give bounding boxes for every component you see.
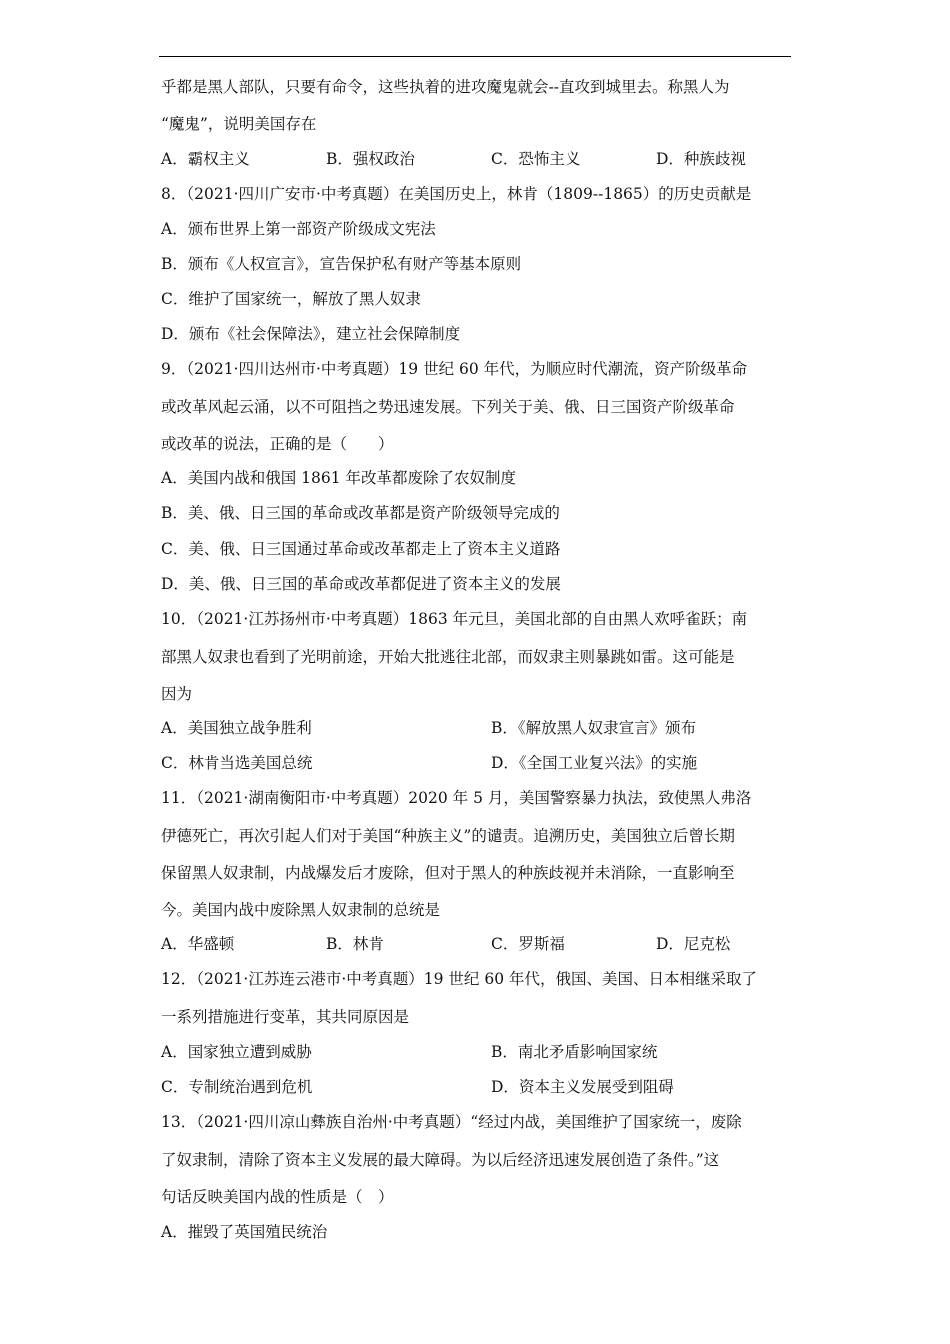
question-9-stem-line-1: 9．（2021·四川达州市·中考真题）19 世纪 60 年代，为顺应时代潮流，资产阶级革命: [161, 360, 748, 378]
question-10-option-b: B．《解放黑人奴隶宣言》颁布: [491, 719, 697, 737]
question-10-option-d: D．《全国工业复兴法》的实施: [491, 754, 698, 772]
question-10-option-c: C．林肯当选美国总统: [161, 754, 313, 772]
question-8-option-b: B．颁布《人权宣言》，宣告保护私有财产等基本原则: [161, 255, 522, 273]
question-10-stem-line-2: 部黑人奴隶也看到了光明前途，开始大批逃往北部，而奴隶主则暴跳如雷。这可能是: [161, 648, 735, 666]
question-11-stem-line-1: 11．（2021·湖南衡阳市·中考真题）2020 年 5 月，美国警察暴力执法，致使黑人弗洛: [161, 789, 752, 807]
question-11-stem-line-2: 伊德死亡，再次引起人们对于美国“种族主义”的谴责。追溯历史，美国独立后曾长期: [161, 827, 735, 845]
question-12-stem-line-2: 一系列措施进行变革，其共同原因是: [161, 1008, 410, 1026]
question-13-option-a: A．摧毁了英国殖民统治: [161, 1223, 328, 1241]
question-7-stem-line-1: 乎都是黑人部队，只要有命令，这些执着的进攻魔鬼就会--直攻到城里去。称黑人为: [161, 78, 730, 96]
question-12-option-a: A．国家独立遭到威胁: [161, 1043, 312, 1061]
question-11-option-c: C．罗斯福: [491, 935, 565, 953]
question-12-option-d: D．资本主义发展受到阻碍: [491, 1078, 674, 1096]
question-9-option-a: A．美国内战和俄国 1861 年改革都废除了农奴制度: [161, 469, 516, 487]
question-13-stem-line-2: 了奴隶制，清除了资本主义发展的最大障碍。为以后经济迅速发展创造了条件。”这: [161, 1151, 720, 1169]
question-11-option-a: A．华盛顿: [161, 935, 235, 953]
question-11-option-b: B．林肯: [326, 935, 384, 953]
question-9-stem-line-2: 或改革风起云涌，以不可阻挡之势迅速发展。下列关于美、俄、日三国资产阶级革命: [161, 398, 735, 416]
question-10-stem-line-3: 因为: [161, 685, 193, 703]
question-7-stem-line-2: “魔鬼”，说明美国存在: [161, 115, 317, 133]
question-8-option-a: A．颁布世界上第一部资产阶级成文宪法: [161, 220, 436, 238]
question-9-option-c: C．美、俄、日三国通过革命或改革都走上了资本主义道路: [161, 540, 561, 558]
question-10-option-a: A．美国独立战争胜利: [161, 719, 312, 737]
question-9-option-d: D．美、俄、日三国的革命或改革都促进了资本主义的发展: [161, 575, 561, 593]
question-11-stem-line-4: 今。美国内战中废除黑人奴隶制的总统是: [161, 901, 441, 919]
question-7-option-c: C．恐怖主义: [491, 150, 581, 168]
question-7-option-d: D．种族歧视: [656, 150, 746, 168]
question-10-stem-line-1: 10．（2021·江苏扬州市·中考真题）1863 年元旦，美国北部的自由黑人欢呼雀跃；南: [161, 610, 748, 628]
question-7-option-b: B．强权政治: [326, 150, 415, 168]
question-12-stem-line-1: 12．（2021·江苏连云港市·中考真题）19 世纪 60 年代，俄国、美国、日本相继采取了: [161, 970, 758, 988]
question-12-option-c: C．专制统治遇到危机: [161, 1078, 313, 1096]
question-11-stem-line-3: 保留黑人奴隶制，内战爆发后才废除，但对于黑人的种族歧视并未消除，一直影响至: [161, 864, 735, 882]
question-8-stem-line-1: 8．（2021·四川广安市·中考真题）在美国历史上，林肯（1809--1865）的历史贡献是: [161, 185, 752, 203]
question-12-option-b: B．南北矛盾影响国家统: [491, 1043, 658, 1061]
question-7-option-a: A．霸权主义: [161, 150, 250, 168]
question-9-stem-line-3: 或改革的说法，正确的是（ ）: [161, 435, 394, 453]
question-9-option-b: B．美、俄、日三国的革命或改革都是资产阶级领导完成的: [161, 504, 560, 522]
question-8-option-c: C．维护了国家统一，解放了黑人奴隶: [161, 290, 421, 308]
question-8-option-d: D．颁布《社会保障法》，建立社会保障制度: [161, 325, 461, 343]
question-13-stem-line-3: 句话反映美国内战的性质是（ ）: [161, 1188, 394, 1206]
question-13-stem-line-1: 13．（2021·四川凉山彝族自治州·中考真题）“经过内战，美国维护了国家统一，废除: [161, 1113, 742, 1131]
question-11-option-d: D．尼克松: [656, 935, 731, 953]
header-rule: [159, 56, 791, 57]
